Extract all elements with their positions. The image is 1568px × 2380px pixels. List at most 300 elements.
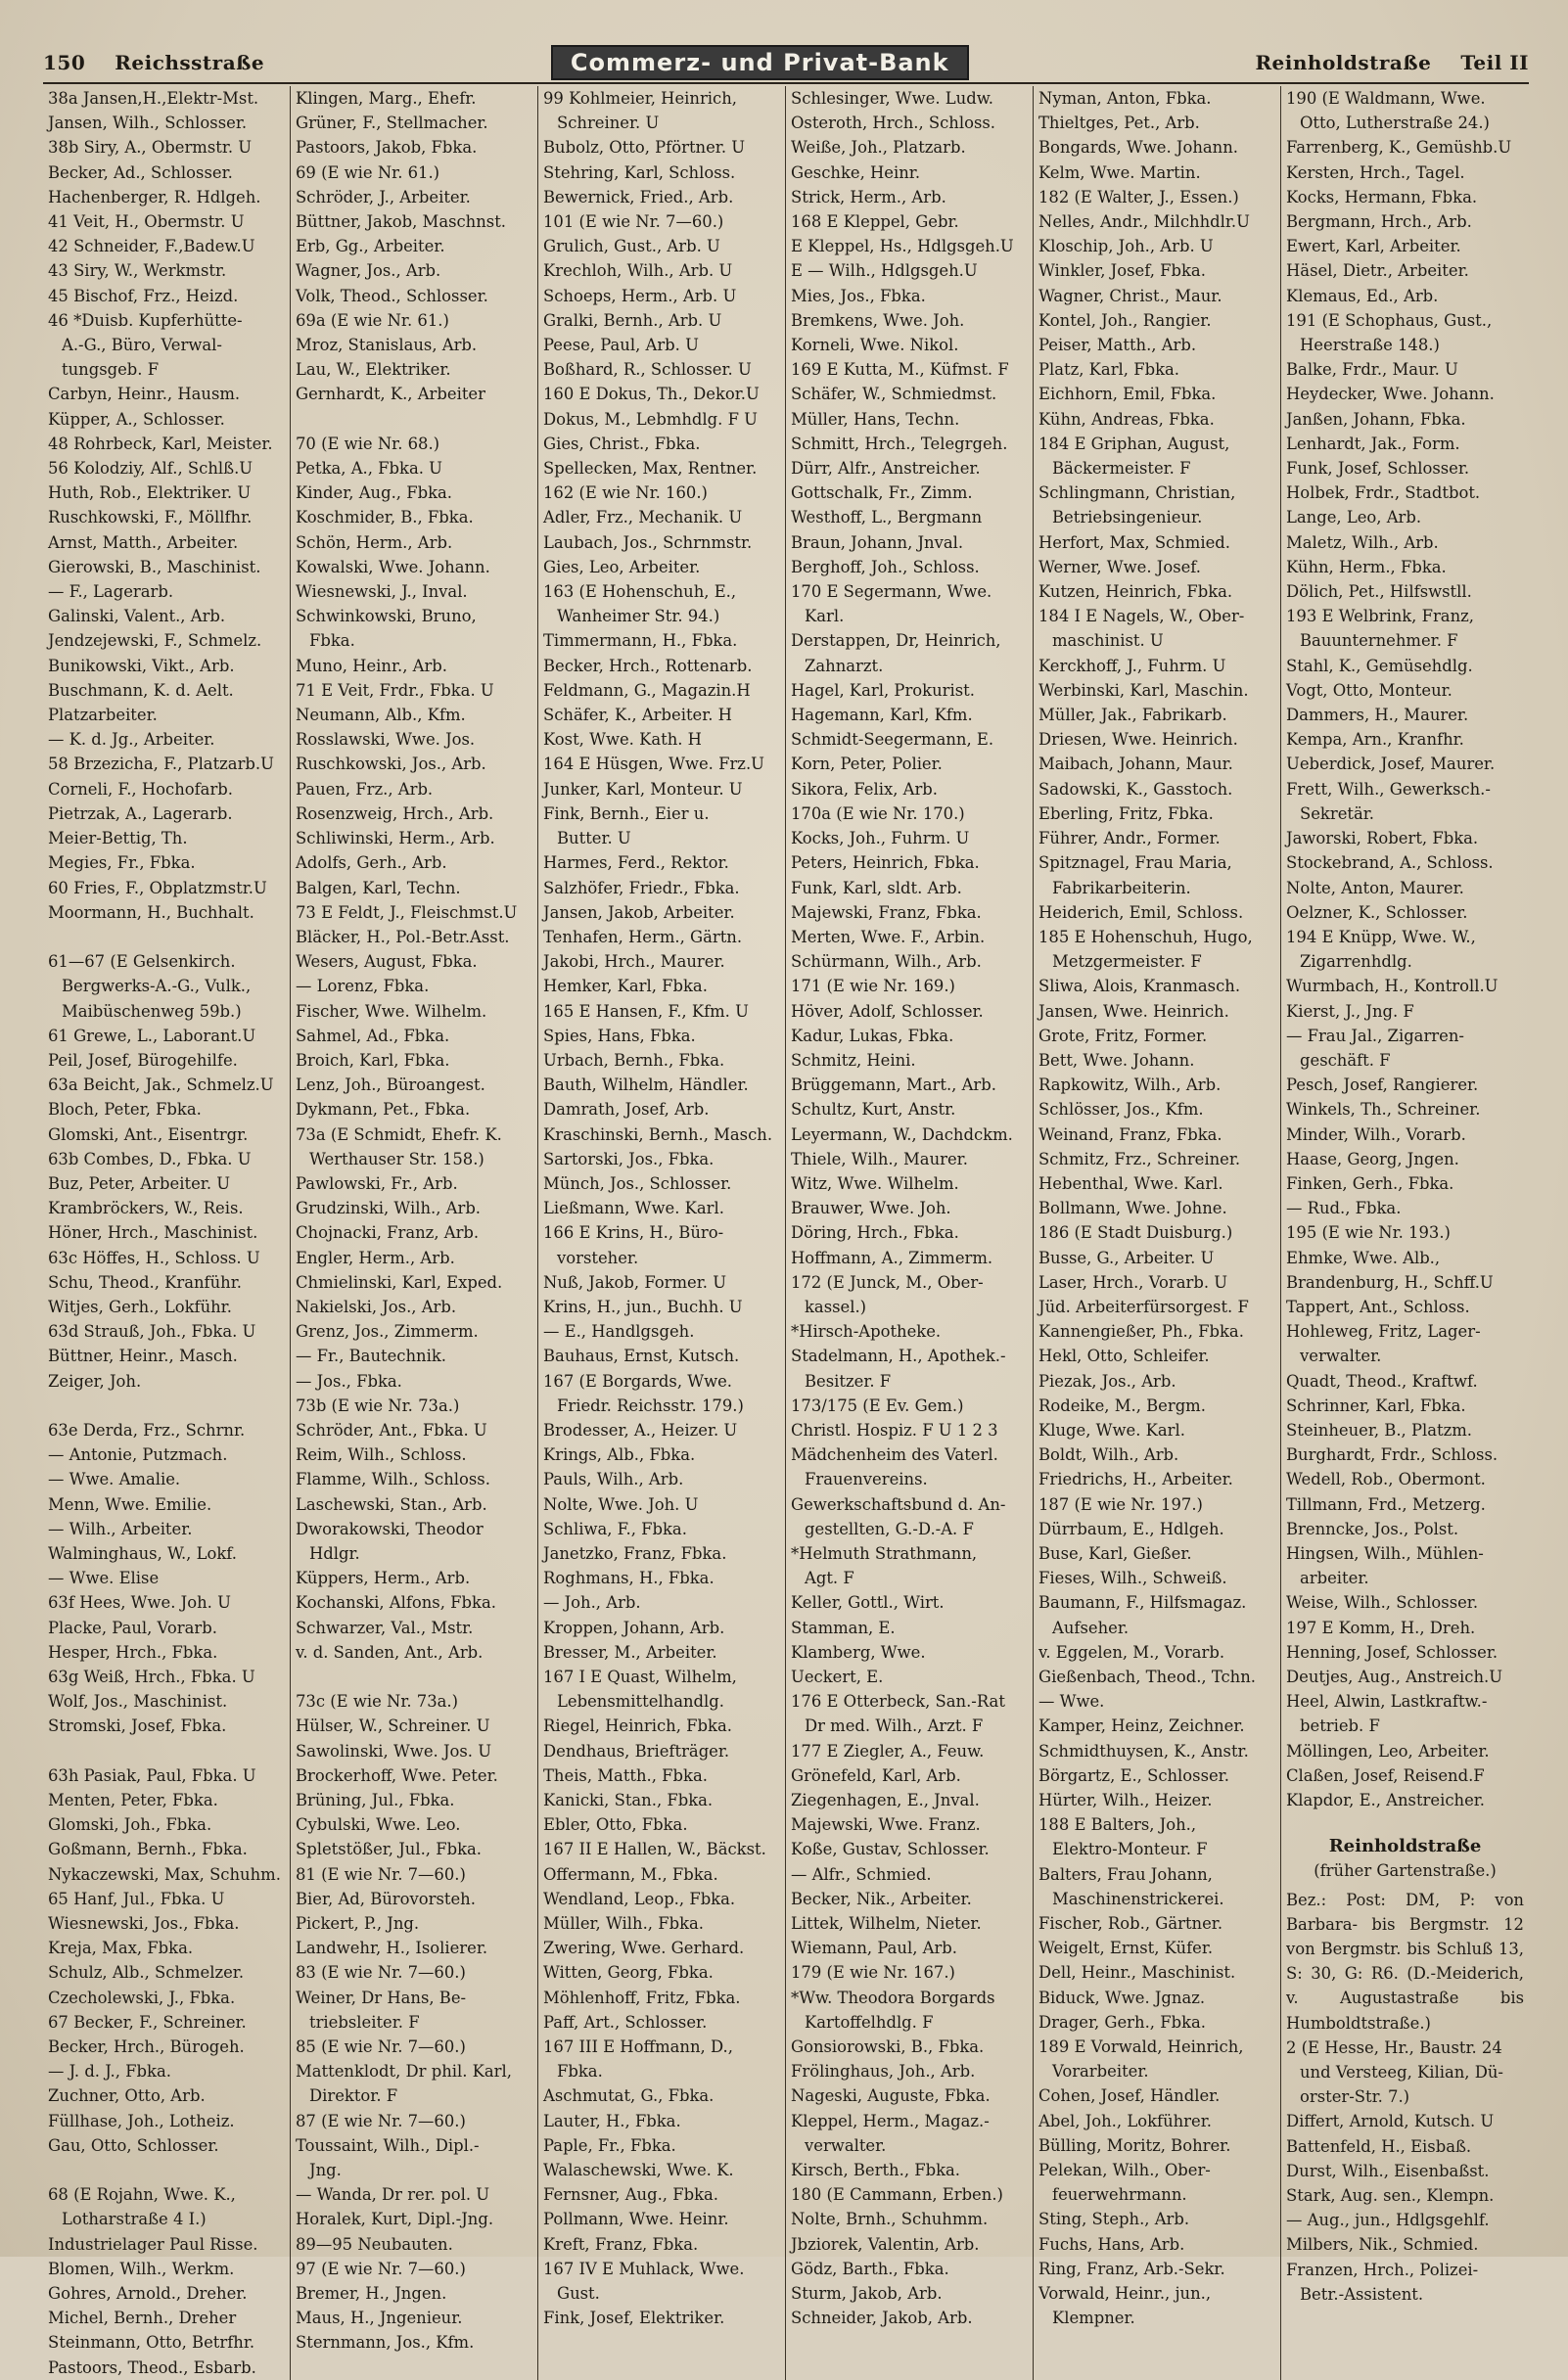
list-item: Schulz, Alb., Schmelzer. (48, 1963, 245, 1983)
list-item: Sadowski, K., Gasstoch. (1038, 779, 1233, 799)
list-item: 163 (E Hohenschuh, E., (543, 582, 737, 602)
list-item: Balgen, Karl, Techn. (296, 878, 461, 897)
list-item: Paff, Art., Schlosser. (543, 2012, 708, 2032)
list-item: Pawlowski, Fr., Arb. (296, 1173, 458, 1193)
list-item: arbeiter. (1300, 1569, 1369, 1588)
list-item: Kadur, Lukas, Fbka. (791, 1026, 954, 1045)
list-item: Kelm, Wwe. Martin. (1038, 162, 1201, 182)
list-item (296, 407, 532, 432)
list-item: Nuß, Jakob, Former. U (543, 1272, 727, 1292)
list-item: *Hirsch-Apotheke. (791, 1322, 942, 1342)
list-item: Volk, Theod., Schlosser. (296, 286, 488, 305)
list-item: — Aug., jun., Hdlgsgehlf. (1286, 2211, 1490, 2230)
list-item: Schliwinski, Herm., Arb. (296, 829, 495, 848)
list-item: Schröder, Ant., Fbka. U (296, 1420, 487, 1440)
list-item: 63f Hees, Wwe. Joh. U (48, 1593, 231, 1613)
list-item: Jakobi, Hrch., Maurer. (543, 952, 725, 972)
list-item: Kreja, Max, Fbka. (48, 1939, 194, 1958)
bank-banner: Commerz- und Privat-Bank (551, 45, 969, 80)
list-item: Laubach, Jos., Schrnmstr. (543, 532, 753, 552)
list-item: Kersten, Hrch., Tagel. (1286, 162, 1465, 182)
list-item: Kloschip, Joh., Arb. U (1038, 237, 1214, 256)
list-item: Adolfs, Gerh., Arb. (296, 853, 447, 873)
list-item: 99 Kohlmeier, Heinrich, (543, 89, 737, 108)
list-item: Gies, Christ., Fbka. (543, 434, 701, 453)
list-item: Witz, Wwe. Wilhelm. (791, 1173, 959, 1193)
list-item: Bett, Wwe. Johann. (1038, 1050, 1195, 1070)
list-item: Merten, Wwe. F., Arbin. (791, 927, 986, 946)
list-item: 171 (E wie Nr. 169.) (791, 977, 955, 996)
list-item: Stamman, E. (791, 1618, 896, 1637)
list-item: Dölich, Pet., Hilfswstll. (1286, 582, 1472, 602)
list-item: geschäft. F (1300, 1050, 1391, 1070)
list-item: 166 E Krins, H., Büro- (543, 1223, 724, 1243)
list-item (48, 925, 285, 949)
list-item: Abel, Joh., Lokführer. (1038, 2111, 1212, 2130)
list-item: Czecholewski, J., Fbka. (48, 1988, 236, 2007)
list-item: Schmitz, Heini. (791, 1050, 916, 1070)
list-item: Müller, Wilh., Fbka. (543, 1914, 704, 1934)
list-item: Kraschinski, Bernh., Masch. (543, 1124, 773, 1144)
list-item: Blomen, Wilh., Werkm. (48, 2259, 235, 2278)
list-item: Fink, Josef, Elektriker. (543, 2309, 725, 2328)
list-item: Hülser, W., Schreiner. U (296, 1716, 490, 1736)
list-item: Werthauser Str. 158.) (309, 1149, 484, 1168)
list-item: Wedell, Rob., Obermont. (1286, 1470, 1486, 1489)
list-item: Flamme, Wilh., Schloss. (296, 1470, 490, 1489)
header-right (1255, 51, 1529, 74)
list-item: — F., Lagerarb. (48, 582, 174, 602)
page-number: 150 (43, 51, 86, 74)
list-item: Franzen, Hrch., Polizei- (1286, 2260, 1479, 2279)
column-3 (538, 86, 786, 2380)
list-item: 195 (E wie Nr. 193.) (1286, 1223, 1451, 1243)
list-item: Kluge, Wwe. Karl. (1038, 1420, 1185, 1440)
directory-columns (43, 86, 1529, 2377)
list-item: gestellten, G.-D.-A. F (805, 1519, 974, 1538)
list-item: Balke, Frdr., Maur. U (1286, 360, 1458, 380)
list-item: 63b Combes, D., Fbka. U (48, 1149, 252, 1168)
list-item: Buschmann, K. d. Aelt. (48, 680, 234, 700)
list-item: Hingsen, Wilh., Mühlen- (1286, 1543, 1484, 1563)
list-item: Wagner, Jos., Arb. (296, 261, 441, 281)
list-item: Dykmann, Pet., Fbka. (296, 1100, 471, 1120)
list-item: Cohen, Josef, Händler. (1038, 2086, 1221, 2106)
list-item: 186 (E Stadt Duisburg.) (1038, 1223, 1233, 1243)
list-item: Lau, W., Elektriker. (296, 360, 451, 380)
list-item: Wurmbach, H., Kontroll.U (1286, 977, 1499, 996)
list-item: Grönefeld, Karl, Arb. (791, 1765, 961, 1785)
list-item: Farrenberg, K., Gemüshb.U (1286, 138, 1512, 158)
list-item: Witten, Georg, Fbka. (543, 1963, 714, 1983)
list-item: Nyman, Anton, Fbka. (1038, 89, 1212, 108)
list-item: Pesch, Josef, Rangierer. (1286, 1076, 1479, 1095)
list-item: Bülling, Moritz, Bohrer. (1038, 2135, 1231, 2155)
list-item: 71 E Veit, Frdr., Fbka. U (296, 680, 494, 700)
list-item: feuerwehrmann. (1052, 2185, 1187, 2205)
list-item: Kannengießer, Ph., Fbka. (1038, 1322, 1244, 1342)
list-item: 61—67 (E Gelsenkirch. (48, 952, 236, 972)
list-item: Baumann, F., Hilfsmagaz. (1038, 1593, 1247, 1613)
list-item: Janetzko, Franz, Fbka. (543, 1543, 727, 1563)
list-item: Finken, Gerh., Fbka. (1286, 1173, 1454, 1193)
list-item: Gohres, Arnold., Dreher. (48, 2284, 248, 2304)
list-item: Becker, Ad., Schlosser. (48, 162, 233, 182)
list-item: Zeiger, Joh. (48, 1371, 142, 1391)
list-item: Driesen, Wwe. Heinrich. (1038, 730, 1238, 750)
list-item: Pelekan, Wilh., Ober- (1038, 2161, 1211, 2180)
list-item: Timmermann, H., Fbka. (543, 631, 738, 651)
list-item: Littek, Wilhelm, Nieter. (791, 1914, 982, 1934)
list-item: Mies, Jos., Fbka. (791, 286, 926, 305)
list-item: Industrielager Paul Risse. (48, 2234, 258, 2254)
list-item: 69 (E wie Nr. 61.) (296, 162, 440, 182)
list-item: Hagemann, Karl, Kfm. (791, 706, 973, 725)
list-item: Mroz, Stanislaus, Arb. (296, 336, 478, 355)
list-item: Bier, Ad, Bürovorsteh. (296, 1889, 476, 1908)
list-item: Klempner. (1052, 2309, 1135, 2328)
list-item: Chojnacki, Franz, Arb. (296, 1223, 480, 1243)
list-item: Kartoffelhdlg. F (805, 2012, 934, 2032)
list-item: Hoffmann, A., Zimmerm. (791, 1248, 993, 1267)
list-item: Ebler, Otto, Fbka. (543, 1815, 688, 1835)
list-item: Gies, Leo, Arbeiter. (543, 557, 701, 576)
list-item: Stahl, K., Gemüsehdlg. (1286, 656, 1473, 675)
list-item: Jansen, Wwe. Heinrich. (1038, 1001, 1229, 1021)
list-item: 83 (E wie Nr. 7—60.) (296, 1963, 466, 1983)
list-item: Kocks, Joh., Fuhrm. U (791, 829, 970, 848)
list-item: Toussaint, Wilh., Dipl.- (296, 2135, 480, 2155)
list-item: Thiele, Wilh., Maurer. (791, 1149, 968, 1168)
list-item: 63e Derda, Frz., Schrnr. (48, 1420, 246, 1440)
list-item: Grudzinski, Wilh., Arb. (296, 1199, 482, 1218)
list-item: — Wwe. (1038, 1692, 1105, 1712)
list-item: Brockerhoff, Wwe. Peter. (296, 1765, 498, 1785)
list-item: 2 (E Hesse, Hr., Baustr. 24 (1286, 2037, 1502, 2057)
list-item: Nageski, Auguste, Fbka. (791, 2086, 991, 2106)
list-item: Landwehr, H., Isolierer. (296, 1939, 488, 1958)
list-item: Spletstößer, Jul., Fbka. (296, 1840, 482, 1859)
list-item: Maletz, Wilh., Arb. (1286, 532, 1439, 552)
list-item: Agt. F (805, 1569, 854, 1588)
list-item: Nolte, Anton, Maurer. (1286, 878, 1464, 897)
list-item: Karl. (805, 607, 845, 626)
list-item: Börgartz, E., Schlosser. (1038, 1765, 1229, 1785)
list-item: Hemker, Karl, Fbka. (543, 977, 708, 996)
list-item: Kempa, Arn., Kranfhr. (1286, 730, 1464, 750)
list-item: Wiesnewski, J., Inval. (296, 582, 468, 602)
list-item: Hebenthal, Wwe. Karl. (1038, 1173, 1223, 1193)
list-item: 193 E Welbrink, Franz, (1286, 607, 1474, 626)
list-item: Grenz, Jos., Zimmerm. (296, 1322, 479, 1342)
list-item: Berghoff, Joh., Schloss. (791, 557, 980, 576)
list-item: Nolte, Brnh., Schuhmm. (791, 2210, 989, 2229)
list-item: Piezak, Jos., Arb. (1038, 1371, 1176, 1391)
list-item: Steinheuer, B., Platzm. (1286, 1420, 1472, 1440)
list-item: Herfort, Max, Schmied. (1038, 532, 1230, 552)
list-item: Butter. U (557, 829, 631, 848)
list-item: 189 E Vorwald, Heinrich, (1038, 2037, 1244, 2057)
list-item: Salzhöfer, Friedr., Fbka. (543, 878, 740, 897)
list-item: Glomski, Ant., Eisentrgr. (48, 1124, 249, 1144)
list-item: Frett, Wilh., Gewerksch.- (1286, 779, 1491, 799)
list-item: Winkler, Josef, Fbka. (1038, 261, 1206, 281)
list-item: Münch, Jos., Schlosser. (543, 1173, 732, 1193)
list-item: Steinmann, Otto, Betrfhr. (48, 2333, 255, 2353)
list-item: Buz, Peter, Arbeiter. U (48, 1173, 231, 1193)
part-label: Teil II (1460, 51, 1529, 74)
list-item: Sekretär. (1300, 803, 1374, 823)
list-item: Gust. (557, 2284, 600, 2304)
list-item: Zwering, Wwe. Gerhard. (543, 1939, 745, 1958)
list-item: Koschmider, B., Fbka. (296, 508, 474, 527)
list-item: und Versteeg, Kilian, Dü- (1300, 2063, 1503, 2082)
list-item: — J. d. J., Fbka. (48, 2062, 171, 2082)
list-item: Höver, Adolf, Schlosser. (791, 1001, 984, 1021)
list-item: 101 (E wie Nr. 7—60.) (543, 212, 724, 232)
list-item: Grote, Fritz, Former. (1038, 1026, 1208, 1045)
list-item: Paple, Fr., Fbka. (543, 2135, 676, 2155)
list-item: Corneli, F., Hochofarb. (48, 779, 233, 799)
list-item: Korneli, Wwe. Nikol. (791, 336, 959, 355)
list-item: 38b Siry, A., Obermstr. U (48, 138, 253, 158)
list-item: Ewert, Karl, Arbeiter. (1286, 237, 1461, 256)
list-item: Platzarbeiter. (48, 706, 158, 725)
list-item: Meier-Bettig, Th. (48, 829, 188, 848)
page-header (43, 43, 1529, 84)
list-item: Oelzner, K., Schlosser. (1286, 902, 1468, 922)
list-item: Schröder, J., Arbeiter. (296, 187, 471, 206)
list-item: Korn, Peter, Polier. (791, 755, 943, 774)
list-item: Minder, Wilh., Vorarb. (1286, 1124, 1466, 1144)
list-item: 63c Höffes, H., Schloss. U (48, 1248, 260, 1267)
list-item: 67 Becker, F., Schreiner. (48, 2012, 247, 2032)
list-item: Kroppen, Johann, Arb. (543, 1618, 725, 1637)
section-description: Bez.: Post: DM, P: von Barbara- bis Bergmstr. 12 von Bergmstr. bis Schluß 13, S: 30, G: R6. (D.-Meiderich, v. Augustastraße bis Humboldtstraße.) (1286, 1890, 1524, 2033)
list-item: v. Eggelen, M., Vorarb. (1038, 1642, 1225, 1662)
list-item: Placke, Paul, Vorarb. (48, 1618, 217, 1637)
list-item: Bremkens, Wwe. Joh. (791, 310, 965, 330)
list-item: Schmitz, Frz., Schreiner. (1038, 1149, 1241, 1168)
list-item: Kerckhoff, J., Fuhrm. U (1038, 656, 1226, 675)
list-item: Offermann, M., Fbka. (543, 1864, 718, 1884)
list-item: Cybulski, Wwe. Leo. (296, 1815, 461, 1835)
section-title: Reinholdstraße (1328, 1836, 1482, 1857)
list-item: Metzgermeister. F (1052, 952, 1202, 972)
list-item: — Alfr., Schmied. (791, 1864, 932, 1884)
list-item: Pauen, Frz., Arb. (296, 779, 434, 799)
list-item: Rapkowitz, Wilh., Arb. (1038, 1076, 1222, 1095)
list-item: Grüner, F., Stellmacher. (296, 114, 488, 133)
list-item: Kanicki, Stan., Fbka. (543, 1791, 714, 1810)
list-item: Majewski, Wwe. Franz. (791, 1815, 981, 1835)
list-item: Laser, Hrch., Vorarb. U (1038, 1272, 1228, 1292)
list-item: Zigarrenhdlg. (1300, 952, 1412, 972)
list-item: Carbyn, Heinr., Hausm. (48, 385, 241, 404)
list-item: Menn, Wwe. Emilie. (48, 1494, 212, 1514)
list-item: Strick, Herm., Arb. (791, 187, 946, 206)
list-item: Nakielski, Jos., Arb. (296, 1297, 457, 1316)
list-item: Christl. Hospiz. F U 1 2 3 (791, 1420, 998, 1440)
list-item: Küpper, A., Schlosser. (48, 409, 225, 429)
list-item: Tappert, Ant., Schloss. (1286, 1297, 1470, 1316)
list-item: Hohleweg, Fritz, Lager- (1286, 1322, 1481, 1342)
list-item: Kreft, Franz, Fbka. (543, 2234, 699, 2254)
list-item: Sahmel, Ad., Fbka. (296, 1026, 450, 1045)
list-item: Pollmann, Wwe. Heinr. (543, 2210, 729, 2229)
list-item: Schrinner, Karl, Fbka. (1286, 1396, 1466, 1415)
list-item: 61 Grewe, L., Laborant.U (48, 1026, 256, 1045)
list-item: Betriebsingenieur. (1052, 508, 1203, 527)
list-item: Müller, Jak., Fabrikarb. (1038, 706, 1227, 725)
list-item: — Jos., Fbka. (296, 1371, 402, 1391)
list-item (48, 1739, 285, 1763)
list-item: Burghardt, Frdr., Schloss. (1286, 1445, 1499, 1465)
list-item: Riegel, Heinrich, Fbka. (543, 1716, 732, 1736)
list-item: 182 (E Walter, J., Essen.) (1038, 187, 1239, 206)
list-item: Henning, Josef, Schlosser. (1286, 1642, 1499, 1662)
list-item: — Wwe. Amalie. (48, 1470, 181, 1489)
list-item: Gralki, Bernh., Arb. U (543, 310, 722, 330)
list-item: Tillmann, Frd., Metzerg. (1286, 1494, 1486, 1514)
list-item: Maschinenstrickerei. (1052, 1889, 1224, 1908)
list-item: Schäfer, K., Arbeiter. H (543, 706, 732, 725)
list-item: Dammers, H., Maurer. (1286, 706, 1469, 725)
list-item: Ließmann, Wwe. Karl. (543, 1199, 724, 1218)
list-item: verwalter. (805, 2135, 887, 2155)
list-item: 165 E Hansen, F., Kfm. U (543, 1001, 749, 1021)
list-item: Jüd. Arbeiterfürsorgest. F (1038, 1297, 1249, 1316)
list-item: Claßen, Josef, Reisend.F (1286, 1765, 1485, 1785)
list-item: Milbers, Nik., Schmied. (1286, 2235, 1479, 2255)
street-name-left: Reichsstraße (115, 51, 265, 74)
list-item: Schreiner. U (557, 114, 660, 133)
list-item: 46 *Duisb. Kupferhütte- (48, 310, 243, 330)
list-item: 167 IV E Muhlack, Wwe. (543, 2259, 745, 2278)
list-item: Derstappen, Dr, Heinrich, (791, 631, 1001, 651)
list-item: Lotharstraße 4 I.) (62, 2210, 207, 2229)
list-item: Krambröckers, W., Reis. (48, 1199, 244, 1218)
list-item: Fink, Bernh., Eier u. (543, 803, 710, 823)
list-item: Lauter, H., Fbka. (543, 2111, 681, 2130)
list-item: Differt, Arnold, Kutsch. U (1286, 2112, 1495, 2131)
list-item: Kleppel, Herm., Magaz.- (791, 2111, 990, 2130)
list-item: Heiderich, Emil, Schloss. (1038, 902, 1244, 922)
list-item: Mädchenheim des Vaterl. (791, 1445, 998, 1465)
list-item: Kirsch, Berth., Fbka. (791, 2161, 961, 2180)
list-item: Fbka. (309, 631, 355, 651)
list-item: Peters, Heinrich, Fbka. (791, 853, 980, 873)
list-item: Brüggemann, Mart., Arb. (791, 1076, 996, 1095)
list-item: Goßmann, Bernh., Fbka. (48, 1840, 248, 1859)
list-item: kassel.) (805, 1297, 867, 1316)
list-item: Gießenbach, Theod., Tchn. (1038, 1668, 1257, 1686)
list-item: Bläcker, H., Pol.-Betr.Asst. (296, 927, 510, 946)
list-item: Muno, Heinr., Arb. (296, 656, 448, 675)
list-item: Junker, Karl, Monteur. U (543, 779, 743, 799)
list-item: Wiemann, Paul, Arb. (791, 1939, 958, 1958)
list-item: Häsel, Dietr., Arbeiter. (1286, 261, 1469, 281)
list-item: 170 E Segermann, Wwe. (791, 582, 992, 602)
list-item: Battenfeld, H., Eisbaß. (1286, 2136, 1472, 2156)
list-item: Brandenburg, H., Schff.U (1286, 1272, 1494, 1292)
list-item: Osteroth, Hrch., Schloss. (791, 114, 996, 133)
list-item: Krings, Alb., Fbka. (543, 1445, 696, 1465)
list-item: Koße, Gustav, Schlosser. (791, 1840, 990, 1859)
list-item: Holbek, Frdr., Stadtbot. (1286, 483, 1481, 503)
list-item: Haase, Georg, Jngen. (1286, 1149, 1459, 1168)
list-item: Ruschkowski, Jos., Arb. (296, 755, 486, 774)
list-item: Maibach, Johann, Maur. (1038, 755, 1233, 774)
list-item: Kutzen, Heinrich, Fbka. (1038, 582, 1233, 602)
list-item: 184 I E Nagels, W., Ober- (1038, 607, 1245, 626)
list-item: 191 (E Schophaus, Gust., (1286, 310, 1493, 330)
list-item: Hachenberger, R. Hdlgeh. (48, 187, 261, 206)
list-item: 41 Veit, H., Obermstr. U (48, 212, 245, 232)
list-item: 190 (E Waldmann, Wwe. (1286, 89, 1486, 108)
list-item: Pastoors, Jakob, Fbka. (296, 138, 478, 158)
list-item: 180 (E Cammann, Erben.) (791, 2185, 1003, 2205)
list-item: Dokus, M., Lebmhdlg. F U (543, 409, 758, 429)
list-item: Majewski, Franz, Fbka. (791, 902, 982, 922)
list-item: Erb, Gg., Arbeiter. (296, 237, 445, 256)
list-item: Jbziorek, Valentin, Arb. (791, 2234, 980, 2254)
list-item: Fernsner, Aug., Fbka. (543, 2185, 718, 2205)
list-item: Brodesser, A., Heizer. U (543, 1420, 738, 1440)
header-left (43, 51, 264, 74)
list-item: tungsgeb. F (62, 360, 160, 380)
list-item: Bäckermeister. F (1052, 459, 1191, 479)
list-item: Dendhaus, Briefträger. (543, 1741, 730, 1761)
list-item: Aschmutat, G., Fbka. (543, 2086, 715, 2106)
list-item: Urbach, Bernh., Fbka. (543, 1050, 725, 1070)
list-item: Broich, Karl, Fbka. (296, 1050, 450, 1070)
list-item: Keller, Gottl., Wirt. (791, 1593, 945, 1613)
list-item: Füllhase, Joh., Lotheiz. (48, 2111, 235, 2130)
list-item: Wanheimer Str. 94.) (557, 607, 720, 626)
list-item: — Lorenz, Fbka. (296, 977, 430, 996)
list-item: Bauunternehmer. F (1300, 631, 1458, 651)
list-item: Vogt, Otto, Monteur. (1286, 680, 1453, 700)
list-item: Otto, Lutherstraße 24.) (1300, 114, 1490, 133)
list-item: Witjes, Gerh., Lokführ. (48, 1297, 232, 1316)
list-item: Nelles, Andr., Milchhdlr.U (1038, 212, 1250, 232)
list-item: Schmidt-Seegermann, E. (791, 730, 994, 750)
list-item: Dr med. Wilh., Arzt. F (805, 1716, 984, 1736)
list-item: Bresser, M., Arbeiter. (543, 1642, 717, 1662)
list-item: Sawolinski, Wwe. Jos. U (296, 1741, 492, 1761)
list-item: 172 (E Junck, M., Ober- (791, 1272, 984, 1292)
list-item: Schlösser, Jos., Kfm. (1038, 1100, 1204, 1120)
list-item: Gonsiorowski, B., Fbka. (791, 2037, 985, 2057)
list-item: Engler, Herm., Arb. (296, 1248, 455, 1267)
list-item: Dworakowski, Theodor (296, 1519, 484, 1538)
list-item: Boßhard, R., Schlosser. U (543, 360, 752, 380)
list-item: Fbka. (557, 2062, 603, 2082)
list-item: Peil, Josef, Bürogehilfe. (48, 1050, 238, 1070)
list-item: Biduck, Wwe. Jgnaz. (1038, 1988, 1206, 2007)
list-item: Kost, Wwe. Kath. H (543, 730, 702, 750)
list-item: E Kleppel, Hs., Hdlgsgeh.U (791, 237, 1014, 256)
list-item: — Frau Jal., Zigarren- (1286, 1026, 1464, 1045)
list-item: Ruschkowski, F., Möllfhr. (48, 508, 253, 527)
list-item: 188 E Balters, Joh., (1038, 1815, 1197, 1835)
list-item: Zuchner, Otto, Arb. (48, 2086, 206, 2106)
list-item: Bergwerks-A.-G., Vulk., (62, 977, 252, 996)
list-item: Heydecker, Wwe. Johann. (1286, 385, 1495, 404)
list-item: Kowalski, Wwe. Johann. (296, 557, 490, 576)
list-item: Tenhafen, Herm., Gärtn. (543, 927, 743, 946)
